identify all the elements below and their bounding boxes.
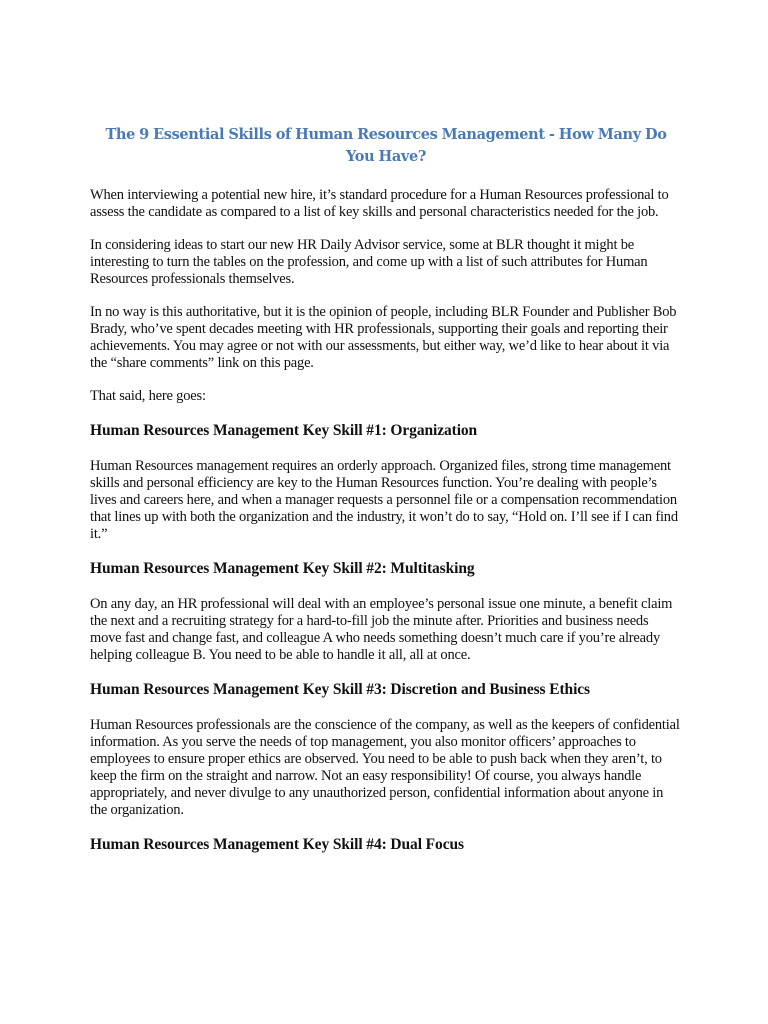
section-heading-multitasking: Human Resources Management Key Skill #2: Multitasking xyxy=(90,560,475,577)
section-heading-dual-focus: Human Resources Management Key Skill #4: Dual Focus xyxy=(90,836,464,853)
intro-paragraph: In considering ideas to start our new HR Daily Advisor service, some at BLR thought it might be interesting to turn the tables on the profession, and come up with a list of such attributes for Human Resources professionals themselves. xyxy=(90,237,648,287)
section-body-multitasking: On any day, an HR professional will deal with an employee’s personal issue one minute, a benefit claim the next and a recruiting strategy for a hard-to-fill job the minute after. Priorities and business needs move fast and change fast, and colleague A who needs something doesn’t much care if you’re already helping colleague B. You need to be able to handle it all, all at once. xyxy=(90,596,673,663)
intro-paragraph: That said, here goes: xyxy=(90,388,206,404)
intro-paragraph: When interviewing a potential new hire, it’s standard procedure for a Human Resources professional to assess the candidate as compared to a list of key skills and personal characteristics needed for the job. xyxy=(90,187,669,220)
document-body xyxy=(90,124,682,872)
section-body-organization: Human Resources management requires an orderly approach. Organized files, strong time management skills and personal efficiency are key to the Human Resources function. You’re dealing with people’s lives and careers here, and when a manager requests a personnel file or a compensation recommendation that lines up with both the organization and the industry, it won’t do to say, “Hold on. I’ll see if I can find it.” xyxy=(90,458,678,542)
document-title: The 9 Essential Skills of Human Resources Management - How Many Do You Have? xyxy=(105,126,667,165)
intro-paragraph: In no way is this authoritative, but it is the opinion of people, including BLR Founder and Publisher Bob Brady, who’ve spent decades meeting with HR professionals, supporting their goals and reporting their achievements. You may agree or not with our assessments, but either way, we’d like to hear about it via the “share comments” link on this page. xyxy=(90,304,677,371)
section-heading-discretion-ethics: Human Resources Management Key Skill #3: Discretion and Business Ethics xyxy=(90,681,590,698)
section-body-discretion-ethics: Human Resources professionals are the conscience of the company, as well as the keepers of confidential information. As you serve the needs of top management, you also monitor officers’ approaches to employees to ensure proper ethics are observed. You need to be able to push back when they aren’t, to keep the firm on the straight and narrow. Not an easy responsibility! Of course, you always handle appropriately, and never divulge to any unauthorized person, confidential information about anyone in the organization. xyxy=(90,717,680,818)
section-heading-organization: Human Resources Management Key Skill #1: Organization xyxy=(90,422,478,439)
